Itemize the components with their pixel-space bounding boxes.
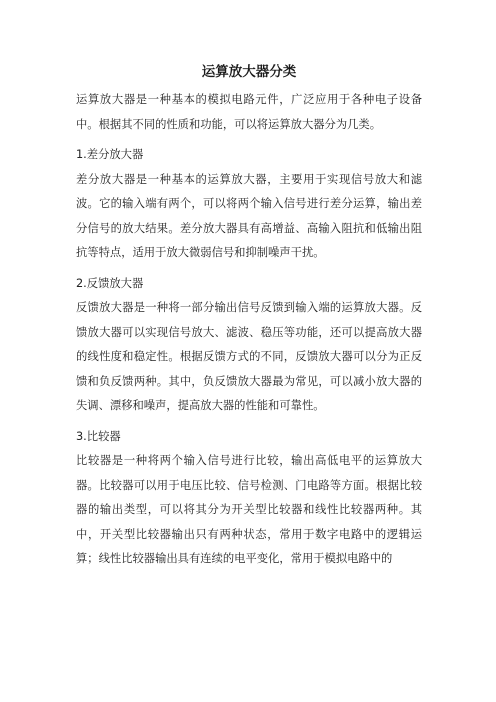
- section-body: 差分放大器是一种基本的运算放大器，主要用于实现信号放大和滤波。它的输入端有两个，可以将两个输入信号进行差分运算，输出差分信号的放大结果。差分放大器具有高增益、高输入阻抗和低输出阻抗等特点，适用于放大微弱信号和抑制噪声干扰。: [76, 172, 422, 259]
- section-heading: 3.比较器: [76, 429, 121, 443]
- intro-paragraph: 运算放大器是一种基本的模拟电路元件，广泛应用于各种电子设备中。根据其不同的性质和功能，可以将运算放大器分为几类。: [76, 93, 422, 131]
- section-feedback-amplifier: [76, 272, 422, 419]
- section-comparator: [76, 425, 422, 572]
- section-differential-amplifier: [76, 143, 422, 266]
- section-heading: 1.差分放大器: [76, 148, 144, 161]
- section-heading: 2.反馈放大器: [76, 276, 144, 290]
- document-page: [76, 62, 422, 572]
- section-body: 比较器是一种将两个输入信号进行比较，输出高低电平的运算放大器。比较器可以用于电压比较、信号检测、门电路等方面。根据比较器的输出类型，可以将其分为开关型比较器和线性比较器两种。其中，开关型比较器输出只有两种状态，常用于数字电路中的逻辑运算；线性比较器输出具有连续的电平变化，常用于模拟电路中的: [76, 454, 422, 565]
- document-title: 运算放大器分类: [201, 64, 297, 80]
- section-body: 反馈放大器是一种将一部分输出信号反馈到输入端的运算放大器。反馈放大器可以实现信号放大、滤波、稳压等功能，还可以提高放大器的线性度和稳定性。根据反馈方式的不同，反馈放大器可以分为正反馈和负反馈两种。其中，负反馈放大器最为常见，可以减小放大器的失调、漂移和噪声，提高放大器的性能和可靠性。: [76, 301, 422, 412]
